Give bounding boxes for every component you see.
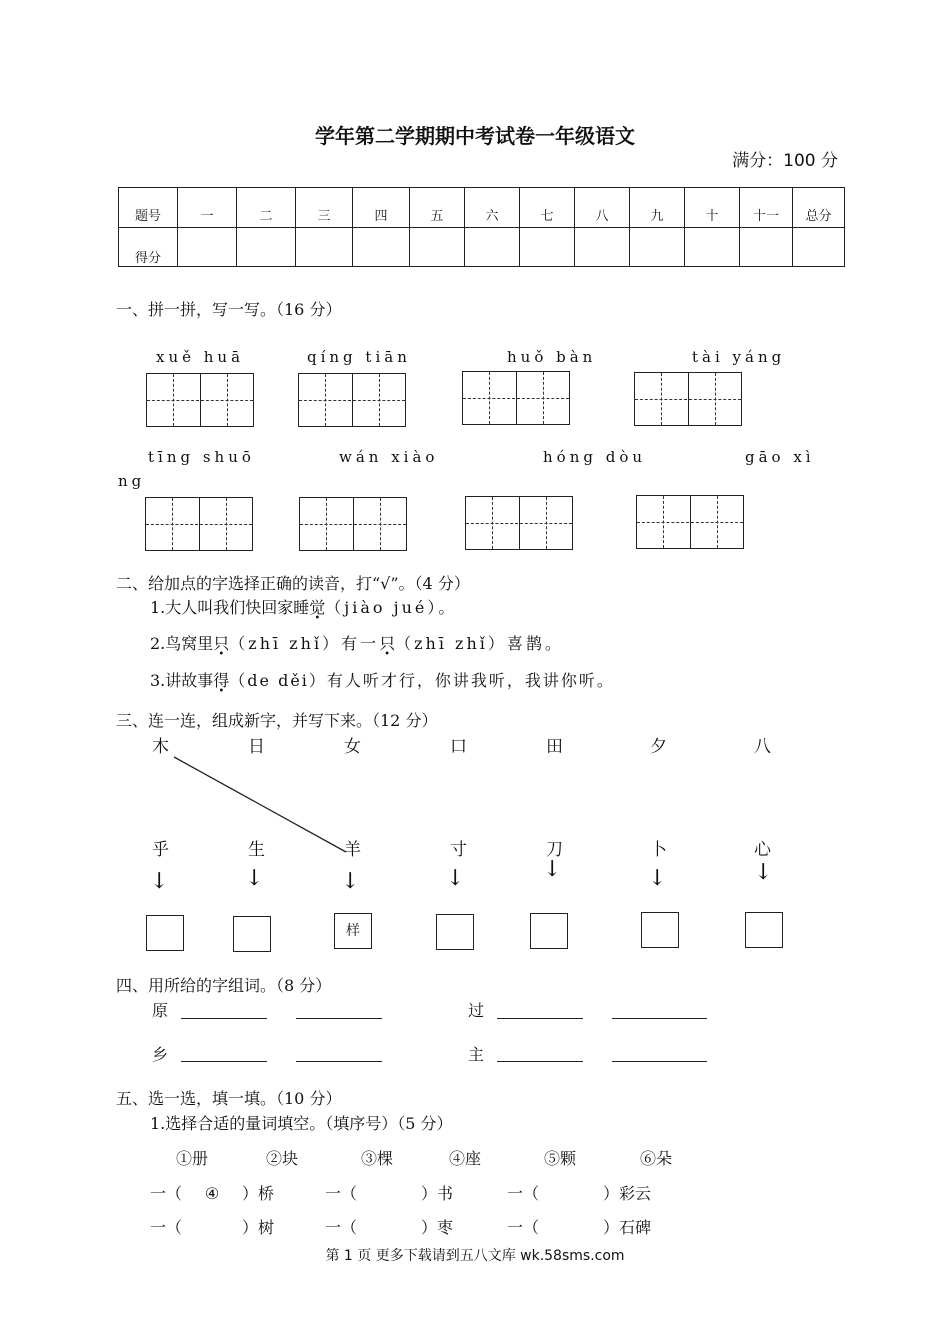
score-header-cell: 八 <box>575 188 630 228</box>
bottom-char[interactable]: 寸 <box>450 840 467 860</box>
section-2-heading: 二、给加点的字选择正确的读音，打“√”。（4 分） <box>116 574 470 593</box>
q-text: 3.讲故事 <box>150 671 214 690</box>
char-prompt: 过 <box>468 1001 485 1020</box>
word-blank[interactable] <box>497 1047 583 1062</box>
top-char[interactable]: 八 <box>754 737 771 757</box>
section-1-heading: 一、拼一拼，写一写。（16 分） <box>116 300 342 319</box>
score-header-cell: 七 <box>520 188 575 228</box>
page-footer: 第 1 页 更多下载请到五八文库 wk.58sms.com <box>325 1248 625 1264</box>
q-text: 2.鸟窝里 <box>150 634 214 653</box>
q-options[interactable]: （zhī zhǐ）喜鹊。 <box>395 634 564 653</box>
fill-item <box>325 1215 453 1238</box>
score-header-cell: 题号 <box>119 188 178 228</box>
word-blank[interactable] <box>181 1004 267 1019</box>
q-text: 1.大人叫我们快回家睡 <box>150 598 310 617</box>
pinyin-label: huǒ bàn <box>507 348 597 366</box>
bottom-char[interactable]: 心 <box>754 840 771 860</box>
fill-post: ）石碑 <box>603 1218 652 1237</box>
word-blank[interactable] <box>296 1047 382 1062</box>
word-blank[interactable] <box>612 1004 707 1019</box>
fill-post: ）桥 <box>242 1184 275 1203</box>
option: ①册 <box>176 1149 209 1168</box>
fill-pre: 一（ <box>325 1184 358 1203</box>
fill-pre: 一（ <box>507 1218 540 1237</box>
pinyin-label: xuě huā <box>156 348 245 366</box>
bottom-char[interactable]: 生 <box>248 840 265 860</box>
sub-question: 1.选择合适的量词填空。（填序号）（5 分） <box>150 1114 453 1133</box>
top-char[interactable]: 田 <box>546 737 563 757</box>
option: ⑤颗 <box>544 1149 577 1168</box>
fill-post: ）枣 <box>421 1218 454 1237</box>
pinyin-label: hóng dòu <box>543 448 647 466</box>
section-5-heading: 五、选一选，填一填。（10 分） <box>116 1089 342 1108</box>
score-header-cell: 一 <box>178 188 237 228</box>
top-char[interactable]: 口 <box>450 737 467 757</box>
option: ②块 <box>266 1149 299 1168</box>
answer-box-example: 样 <box>334 913 372 949</box>
score-header-cell: 九 <box>630 188 685 228</box>
page-title: 学年第二学期期中考试卷一年级语文 <box>315 124 635 148</box>
top-char[interactable]: 女 <box>344 737 361 757</box>
top-char[interactable]: 夕 <box>650 737 667 757</box>
top-char[interactable]: 日 <box>248 737 265 757</box>
dotted-char: 只 <box>379 634 396 653</box>
pinyin-label: qíng tiān <box>307 348 411 366</box>
q-options[interactable]: （jiào jué）。 <box>325 598 458 617</box>
fill-item <box>507 1215 651 1238</box>
word-blank[interactable] <box>181 1047 267 1062</box>
arrow-down-icon: ↓ <box>543 857 562 882</box>
dotted-char: 只 <box>213 634 230 653</box>
arrow-down-icon: ↓ <box>150 869 169 894</box>
arrow-down-icon: ↓ <box>648 866 667 891</box>
score-header-cell: 十一 <box>740 188 793 228</box>
score-row-label: 得分 <box>119 228 178 267</box>
pinyin-label: tīng shuō <box>148 448 255 466</box>
word-blank[interactable] <box>296 1004 382 1019</box>
option: ③棵 <box>361 1149 394 1168</box>
option: ④座 <box>449 1149 482 1168</box>
score-header-cell: 五 <box>410 188 465 228</box>
option: ⑥朵 <box>640 1149 673 1168</box>
score-header-cell: 十 <box>685 188 740 228</box>
dotted-char: 觉 <box>309 598 326 617</box>
pinyin-label: gāo xì <box>745 448 815 466</box>
answer-box[interactable] <box>436 914 474 950</box>
score-header-cell: 总分 <box>793 188 845 228</box>
full-score: 满分：100 分 <box>732 151 838 171</box>
answer-box[interactable] <box>530 913 568 949</box>
fill-pre: 一（ <box>507 1184 540 1203</box>
fill-post: ）彩云 <box>603 1184 652 1203</box>
fill-item <box>507 1181 651 1204</box>
bottom-char[interactable]: 乎 <box>152 840 169 860</box>
section-4-heading: 四、用所给的字组词。（8 分） <box>116 976 332 995</box>
q-options[interactable]: （zhī zhǐ）有一 <box>229 634 380 653</box>
pinyin-label: tài yáng <box>692 348 786 366</box>
arrow-down-icon: ↓ <box>245 866 264 891</box>
answer-box[interactable] <box>641 912 679 948</box>
fill-answer[interactable]: ④ <box>204 1184 220 1203</box>
dotted-char: 得 <box>213 671 230 690</box>
section-3-heading: 三、连一连，组成新字，并写下来。（12 分） <box>116 711 438 730</box>
word-blank[interactable] <box>497 1004 583 1019</box>
fill-item <box>150 1181 274 1204</box>
bottom-char[interactable]: 卜 <box>650 840 667 860</box>
score-header-cell: 四 <box>353 188 410 228</box>
char-prompt: 原 <box>152 1001 169 1020</box>
bottom-char[interactable]: 羊 <box>344 840 361 860</box>
char-prompt: 乡 <box>152 1045 169 1064</box>
fill-post: ）树 <box>242 1218 275 1237</box>
fill-post: ）书 <box>421 1184 454 1203</box>
score-header-cell: 二 <box>237 188 296 228</box>
fill-pre: 一（ <box>150 1218 183 1237</box>
score-header-cell: 六 <box>465 188 520 228</box>
arrow-down-icon: ↓ <box>446 866 465 891</box>
q-options[interactable]: （de děi）有人听才行，你讲我听，我讲你听。 <box>229 671 615 690</box>
arrow-down-icon: ↓ <box>341 869 360 894</box>
score-header-cell: 三 <box>296 188 353 228</box>
pinyin-label: wán xiào <box>339 448 439 466</box>
answer-box[interactable] <box>233 916 271 952</box>
fill-item <box>325 1181 453 1204</box>
answer-box[interactable] <box>745 912 783 948</box>
char-prompt: 主 <box>468 1045 485 1064</box>
answer-box[interactable] <box>146 915 184 951</box>
word-blank[interactable] <box>612 1047 707 1062</box>
fill-item <box>150 1215 274 1238</box>
arrow-down-icon: ↓ <box>754 860 773 885</box>
top-char[interactable]: 木 <box>152 737 169 757</box>
pinyin-wrap: ng <box>118 472 146 490</box>
bottom-char[interactable]: 刀 <box>546 840 563 860</box>
fill-pre: 一（ <box>150 1184 183 1203</box>
fill-pre: 一（ <box>325 1218 358 1237</box>
